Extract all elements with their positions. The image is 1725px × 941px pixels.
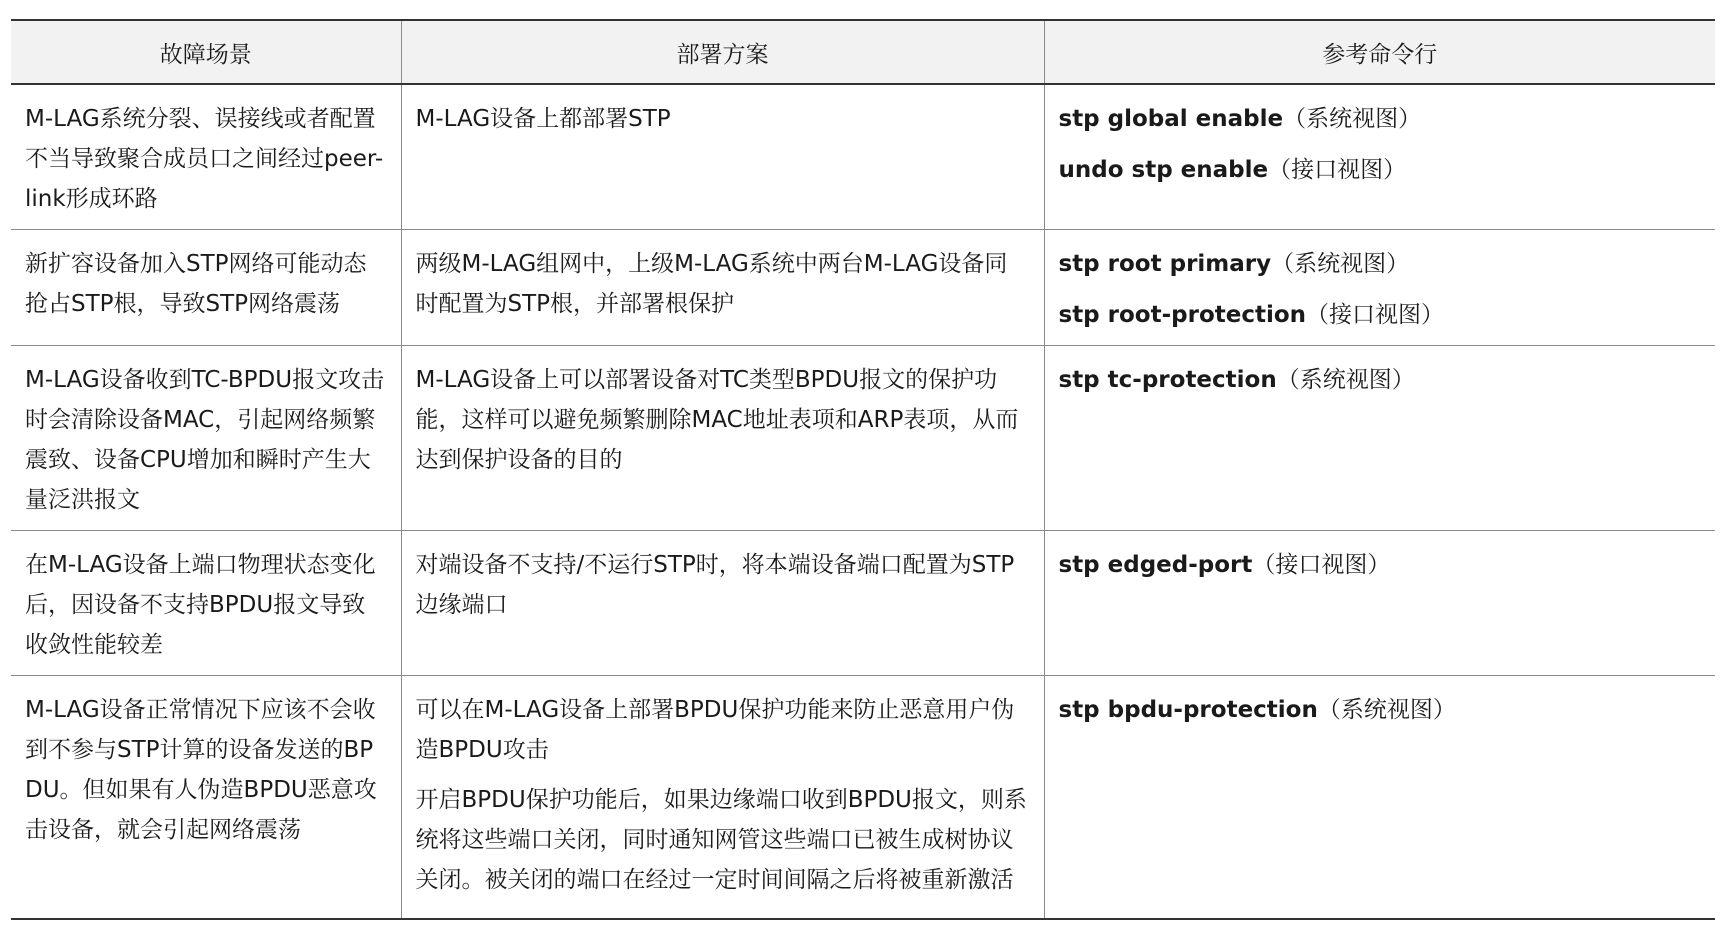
solution-text: M-LAG设备上可以部署设备对TC类型BPDU报文的保护功能，这样可以避免频繁删除MAC地址表项和ARP表项，从而达到保护设备的目的 (415, 367, 1019, 473)
scenario-cell: M-LAG设备正常情况下应该不会收到不参与STP计算的设备发送的BPDU。但如果有人伪造BPDU恶意攻击设备，就会引起网络震荡 (11, 676, 401, 919)
command-keyword: stp global enable (1058, 106, 1284, 132)
command-keyword: stp root primary (1058, 251, 1272, 277)
command-view: （接口视图） (1306, 302, 1445, 328)
header-deployment-plan: 部署方案 (401, 20, 1044, 84)
command-line (1059, 690, 1702, 730)
command-view: （系统视图） (1276, 367, 1415, 393)
command-keyword: stp root-protection (1058, 302, 1307, 328)
solution-cell (401, 531, 1044, 676)
table-row (11, 84, 1715, 230)
command-keyword: stp edged-port (1058, 552, 1253, 578)
scenario-cell: 在M-LAG设备上端口物理状态变化后，因设备不支持BPDU报文导致收敛性能较差 (11, 531, 401, 676)
table-body (11, 84, 1715, 919)
command-line (1059, 545, 1702, 585)
table-row (11, 531, 1715, 676)
command-keyword: stp bpdu-protection (1058, 697, 1318, 723)
command-view: （系统视图） (1271, 251, 1410, 277)
command-cell (1044, 676, 1715, 919)
command-keyword: stp tc-protection (1058, 367, 1277, 393)
scenario-cell: M-LAG系统分裂、误接线或者配置不当导致聚合成员口之间经过peer-link形成环路 (11, 84, 401, 230)
command-view: （系统视图） (1317, 697, 1456, 723)
command-cell (1044, 531, 1715, 676)
command-line (1059, 360, 1702, 400)
command-view: （接口视图） (1252, 552, 1391, 578)
solution-text: 可以在M-LAG设备上部署BPDU保护功能来防止恶意用户伪造BPDU攻击 (415, 697, 1015, 763)
header-reference-command: 参考命令行 (1044, 20, 1715, 84)
command-line (1059, 295, 1702, 335)
command-line (1059, 244, 1702, 284)
solution-cell (401, 676, 1044, 919)
solution-cell (401, 230, 1044, 346)
header-fault-scenario: 故障场景 (11, 20, 401, 84)
scenario-cell: 新扩容设备加入STP网络可能动态抢占STP根，导致STP网络震荡 (11, 230, 401, 346)
command-view: （接口视图） (1268, 157, 1407, 183)
command-view: （系统视图） (1283, 106, 1422, 132)
command-cell (1044, 84, 1715, 230)
solution-text: M-LAG设备上都部署STP (415, 106, 671, 132)
solution-cell (401, 84, 1044, 230)
table-header (11, 20, 1715, 84)
table-row (11, 230, 1715, 346)
command-cell (1044, 346, 1715, 531)
table-row (11, 346, 1715, 531)
stp-deployment-table (11, 19, 1715, 920)
command-cell (1044, 230, 1715, 346)
solution-text: 两级M-LAG组网中，上级M-LAG系统中两台M-LAG设备同时配置为STP根，并部署根保护 (415, 251, 1008, 317)
solution-text: 开启BPDU保护功能后，如果边缘端口收到BPDU报文，则系统将这些端口关闭，同时通知网管这些端口已被生成树协议关闭。被关闭的端口在经过一定时间间隔之后将被重新激活 (415, 787, 1027, 893)
solution-text: 对端设备不支持/不运行STP时，将本端设备端口配置为STP边缘端口 (415, 552, 1015, 618)
command-line (1059, 99, 1702, 139)
scenario-cell: M-LAG设备收到TC-BPDU报文攻击时会清除设备MAC，引起网络频繁震致、设备CPU增加和瞬时产生大量泛洪报文 (11, 346, 401, 531)
header-row (11, 20, 1715, 84)
command-keyword: undo stp enable (1058, 157, 1269, 183)
command-line (1059, 150, 1702, 190)
solution-cell (401, 346, 1044, 531)
table-row (11, 676, 1715, 919)
